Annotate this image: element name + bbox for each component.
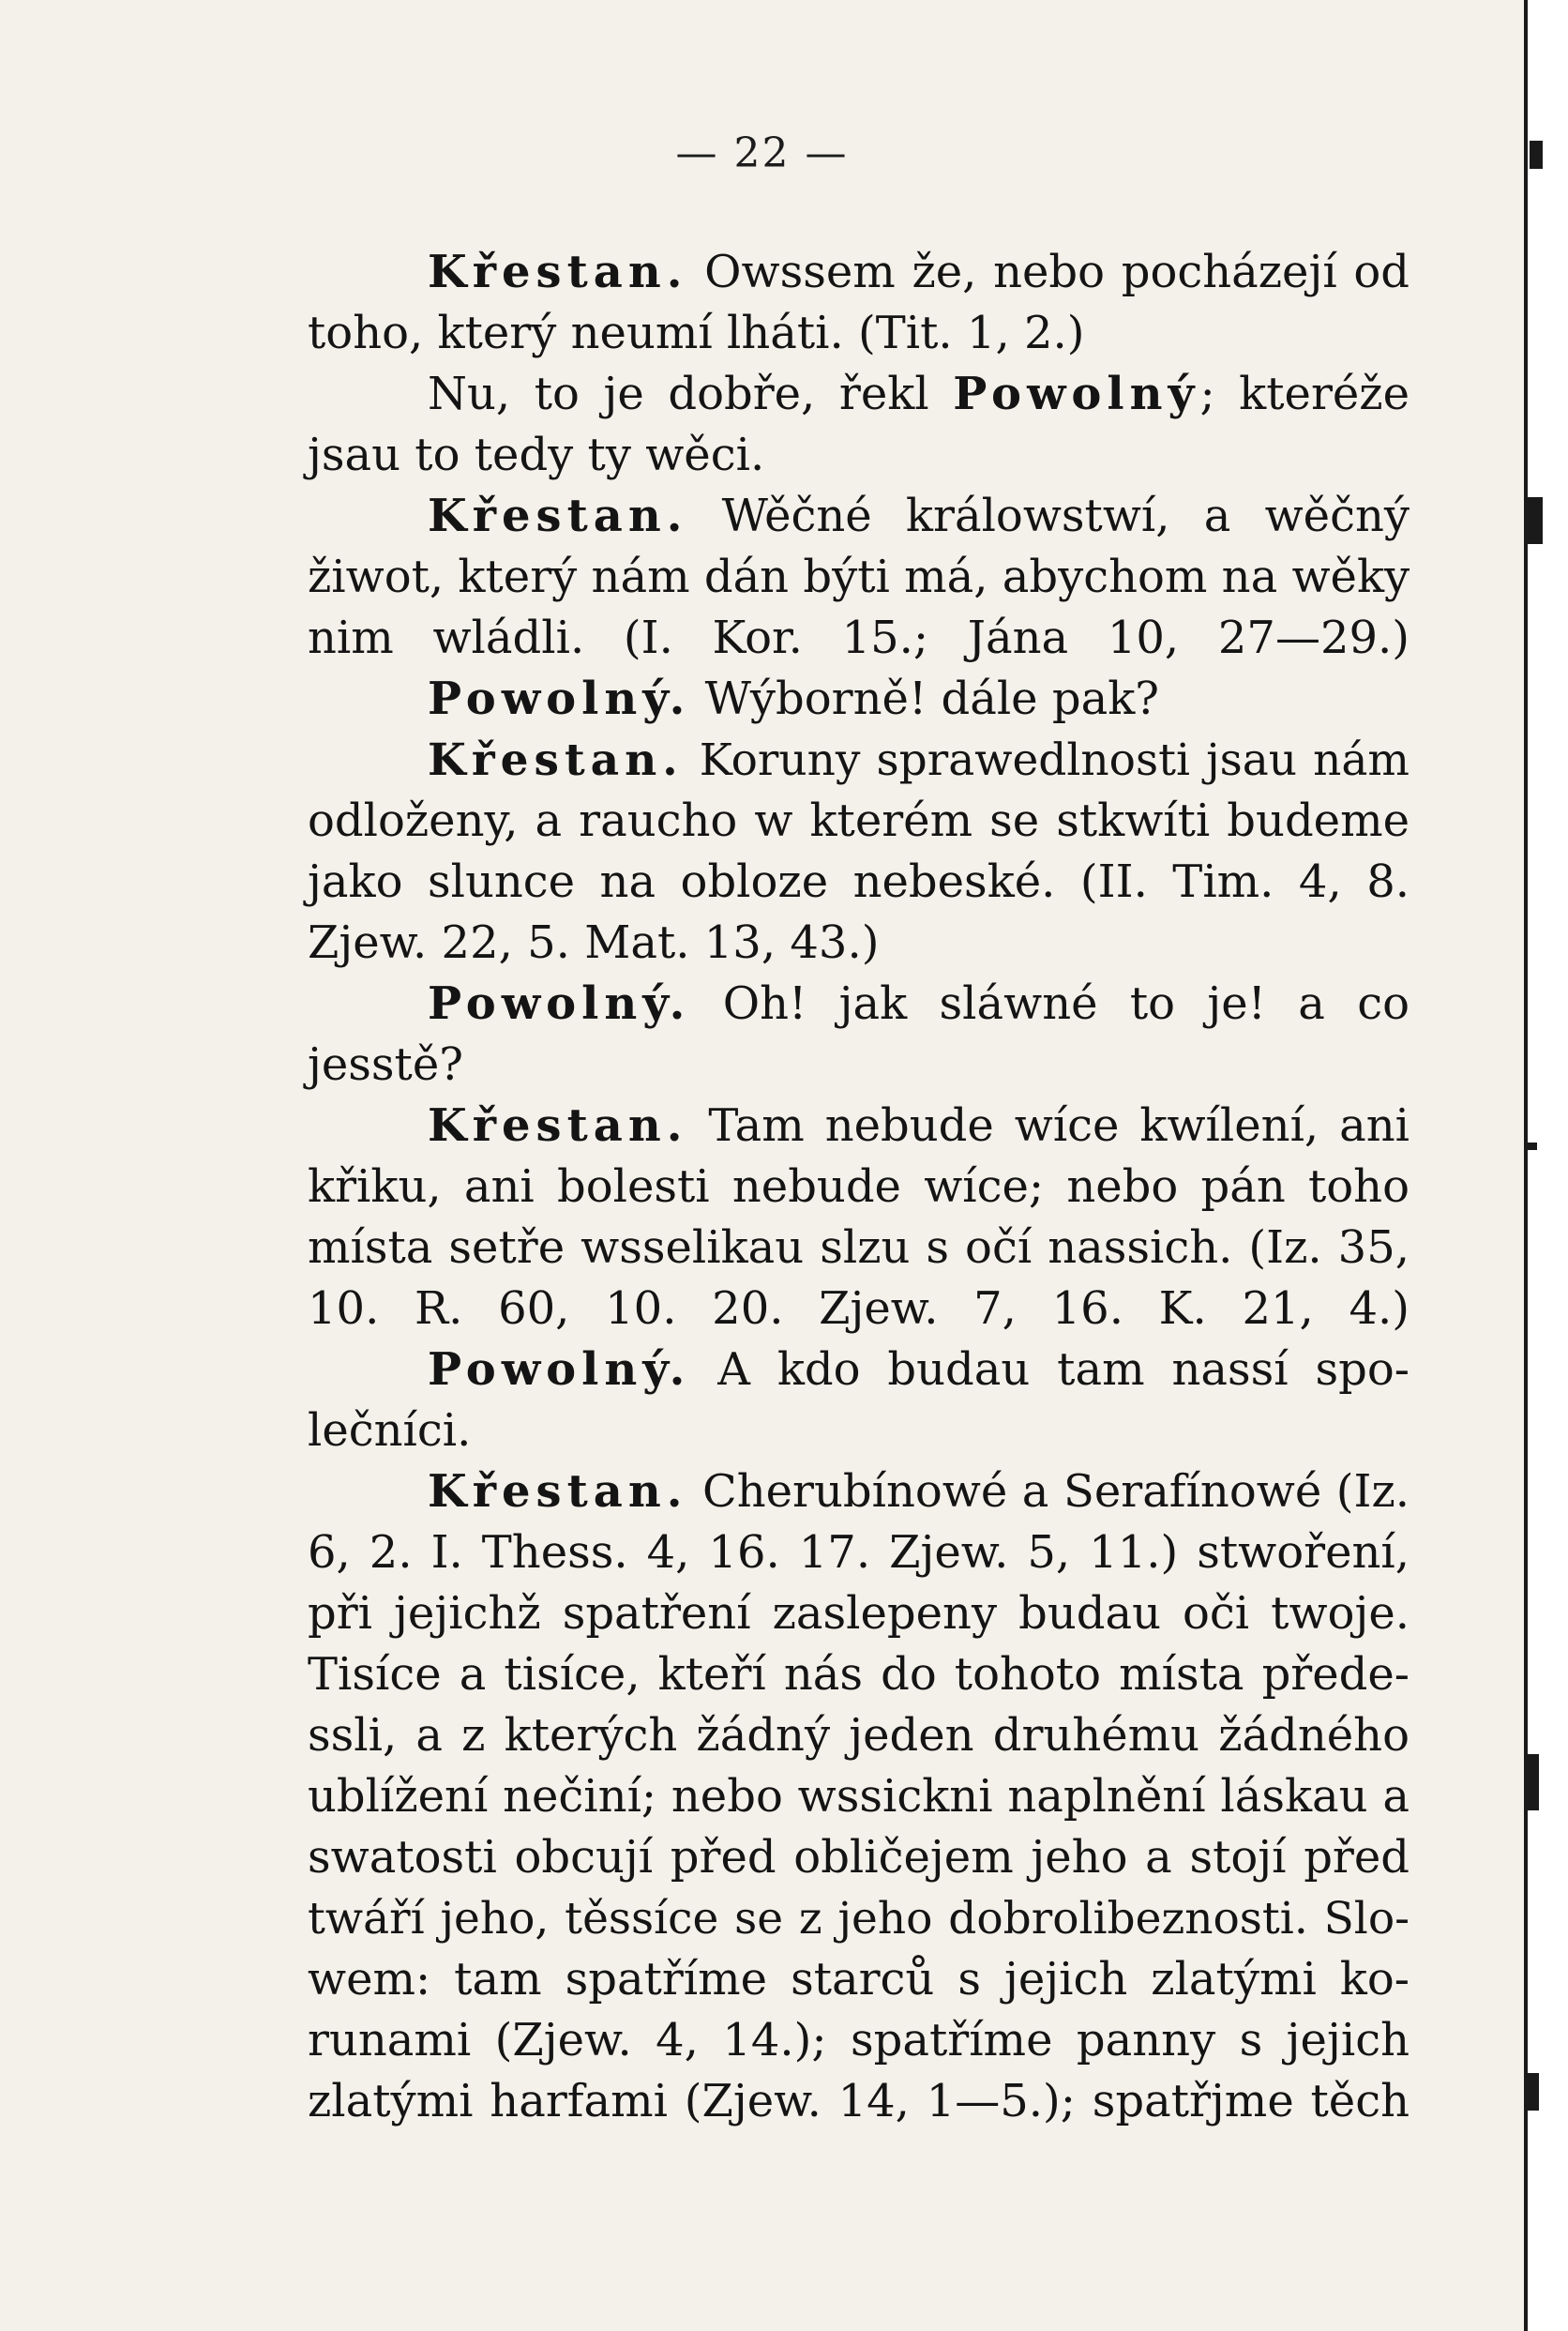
edge-mark [1528, 2073, 1539, 2111]
text-line [308, 974, 1410, 1035]
speaker-name: Křestan. [428, 734, 684, 786]
text-line [308, 1522, 1410, 1583]
line-text: Cherubínowé a Serafínowé (Iz. [687, 1465, 1410, 1518]
text-line [308, 1644, 1410, 1705]
line-text: wem: tam spatříme starců s jejich zlatými ko- [308, 1953, 1410, 2006]
line-text: ublížení nečiní; nebo wssickni naplnění láskau a [308, 1770, 1410, 1823]
line-text: Koruny sprawedlnosti jsau nám [683, 734, 1410, 786]
line-text: runami (Zjew. 4, 14.); spatříme panny s jejich [308, 2014, 1410, 2066]
line-text: Nu, to je dobře, řekl [428, 368, 954, 420]
text-line [308, 2010, 1410, 2071]
text-line [308, 1583, 1410, 1644]
text-line [308, 1949, 1410, 2010]
text-line [308, 1888, 1410, 1949]
text-line [308, 1096, 1410, 1157]
line-text: twáří jeho, těssíce se z jeho dobrolibeznosti. Slo- [308, 1893, 1410, 1945]
text-line [308, 1461, 1410, 1522]
edge-mark [1524, 1754, 1539, 1810]
body-text [308, 242, 1410, 2132]
edge-mark [1528, 1143, 1537, 1150]
line-text: A kdo budau tam nassí spo- [690, 1343, 1410, 1396]
text-line [308, 2071, 1410, 2132]
facing-page-edge [1524, 0, 1568, 2331]
line-text: ; kteréže [1199, 368, 1410, 420]
speaker-name: Křestan. [428, 1465, 688, 1518]
line-text: 10. R. 60, 10. 20. Zjew. 7, 16. K. 21, 4.) [308, 1282, 1410, 1335]
line-text: Wýborně! dále pak? [690, 673, 1160, 725]
line-text: ssli, a z kterých žádný jeden druhému žádného [308, 1709, 1410, 1762]
text-line [308, 1035, 1410, 1096]
line-text: jako slunce na obloze nebeské. (II. Tim. 4, 8. [308, 855, 1410, 908]
line-text: křiku, ani bolesti nebude wíce; nebo pán toho [308, 1160, 1410, 1213]
speaker-name: Powolný. [428, 673, 691, 725]
text-line [308, 547, 1410, 608]
text-line [308, 669, 1410, 730]
text-line [308, 730, 1410, 791]
line-text: 6, 2. I. Thess. 4, 16. 17. Zjew. 5, 11.) stwoření, [308, 1526, 1410, 1579]
text-line [308, 425, 1410, 486]
line-text: Wěčné králowstwí, a wěčný [687, 490, 1410, 542]
edge-mark [1530, 141, 1543, 169]
text-line [308, 1218, 1410, 1279]
text-line [308, 1705, 1410, 1766]
speaker-name: Powolný. [428, 1343, 691, 1396]
text-line [308, 1766, 1410, 1827]
text-line [308, 486, 1410, 547]
line-text: Tisíce a tisíce, kteří nás do tohoto místa přede- [308, 1648, 1410, 1701]
line-text: žiwot, který nám dán býti má, abychom na wěky [308, 551, 1410, 603]
line-text: zlatými harfami (Zjew. 14, 1—5.); spatřjme těch [308, 2075, 1410, 2127]
line-text: místa setře wsselikau slzu s očí nassich. (Iz. 35, [308, 1221, 1410, 1274]
speaker-name: Křestan. [428, 490, 688, 542]
line-text: Oh! jak sláwné to je! a co [690, 977, 1410, 1030]
line-text: Tam nebude wíce kwílení, ani [687, 1099, 1410, 1152]
text-line [308, 1400, 1410, 1461]
text-line [308, 608, 1410, 669]
speaker-name: Křestan. [428, 246, 688, 298]
line-text: swatosti obcují před obličejem jeho a stojí před [308, 1831, 1410, 1884]
text-line [308, 791, 1410, 852]
line-text: odloženy, a raucho w kterém se stkwíti budeme [308, 795, 1410, 847]
line-text: Zjew. 22, 5. Mat. 13, 43.) [308, 916, 880, 969]
text-line [308, 1340, 1410, 1400]
line-text: lečníci. [308, 1404, 472, 1457]
text-line [308, 242, 1410, 303]
text-line [308, 303, 1410, 364]
line-text: Owssem že, nebo pocházejí od [687, 246, 1410, 298]
line-text: při jejichž spatření zaslepeny budau oči twoje. [308, 1587, 1410, 1640]
line-text: jesstě? [308, 1038, 463, 1091]
speaker-name: Powolný. [428, 977, 691, 1030]
text-line [308, 852, 1410, 913]
line-text: nim wládli. (I. Kor. 15.; Jána 10, 27—29.) [308, 612, 1410, 664]
speaker-name: Křestan. [428, 1099, 688, 1152]
speaker-name: Powolný [953, 368, 1200, 420]
line-text: toho, který neumí lháti. (Tit. 1, 2.) [308, 307, 1085, 359]
text-line [308, 1157, 1410, 1218]
text-line [308, 364, 1410, 425]
text-line [308, 913, 1410, 974]
edge-mark [1524, 497, 1543, 544]
text-line [308, 1279, 1410, 1340]
text-line [308, 1827, 1410, 1888]
page-number: — 22 — [675, 129, 849, 177]
line-text: jsau to tedy ty wěci. [308, 429, 765, 481]
